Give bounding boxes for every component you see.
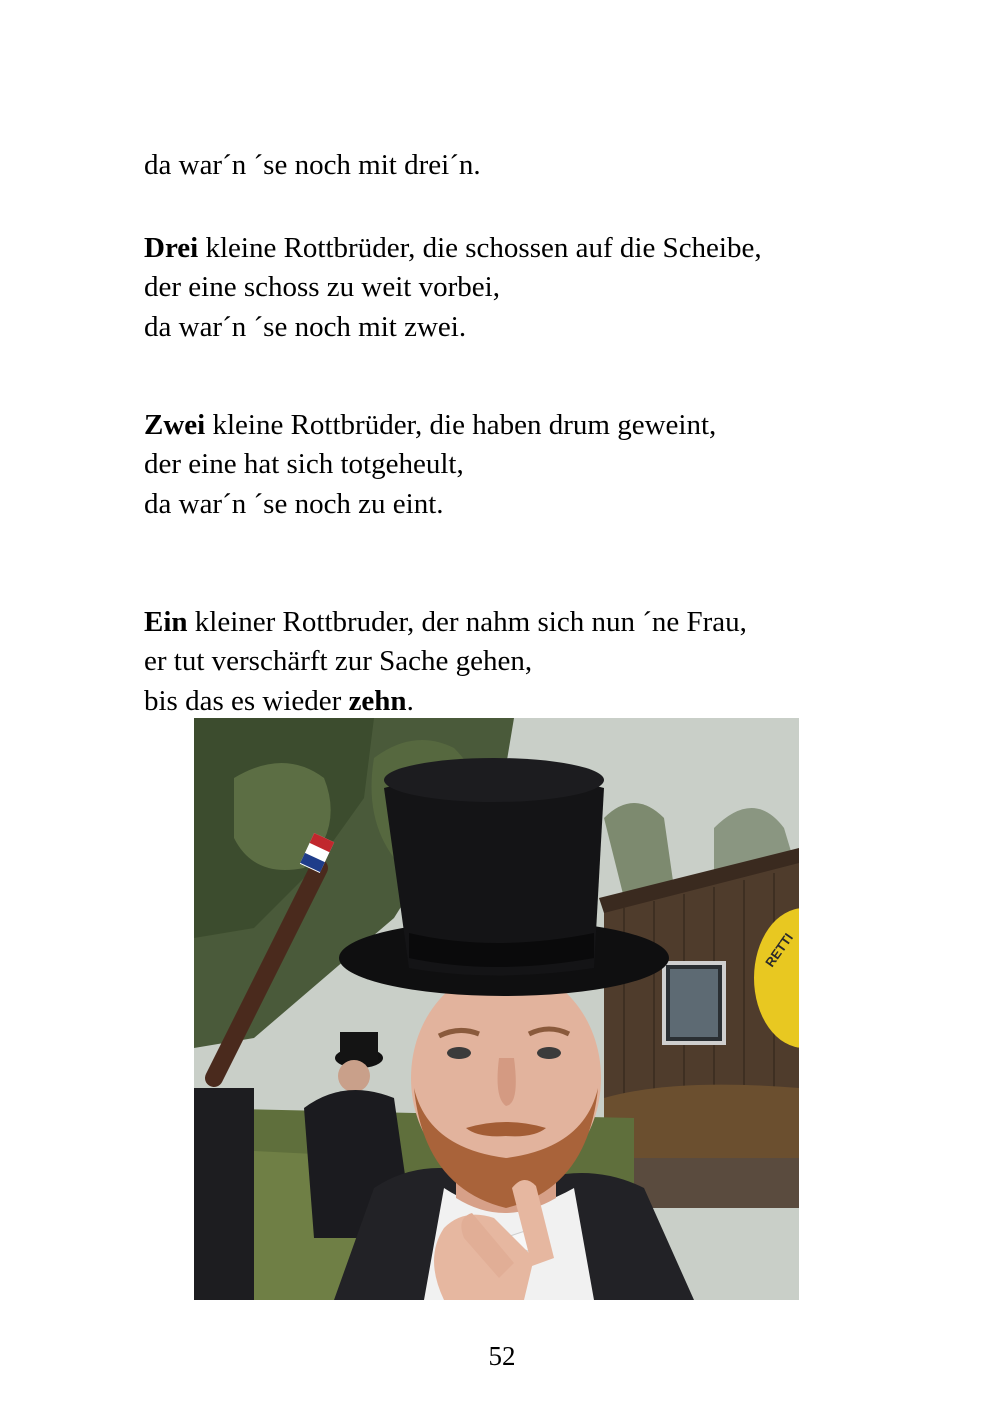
line-text: bis das es wieder — [144, 685, 349, 717]
photo-man-in-top-hat — [194, 718, 799, 1300]
line-lead-bold: Ein — [144, 606, 188, 638]
line-text: kleine Rottbrüder, die haben drum geweint, — [205, 409, 717, 441]
line-text: kleine Rottbrüder, die schossen auf die Scheibe, — [198, 232, 762, 264]
line-text: da war´n ´se noch mit zwei. — [144, 311, 467, 343]
line-tail: . — [406, 685, 414, 717]
line-text: da war´n ´se noch mit drei´n. — [144, 149, 481, 181]
page-number: 52 — [488, 1341, 516, 1371]
line-text: der eine schoss zu weit vorbei, — [144, 271, 500, 303]
banner-text: RETTI — [762, 930, 797, 970]
photo-illustration — [194, 718, 799, 1300]
line-end-bold: zehn — [348, 685, 407, 717]
line-text: er tut verschärft zur Sache gehen, — [144, 645, 533, 677]
poem-line — [115, 444, 444, 564]
line-lead-bold: Drei — [144, 232, 199, 264]
line-text: da war´n ´se noch zu eint. — [144, 488, 444, 520]
line-lead-bold: Zwei — [144, 409, 206, 441]
line-text: kleiner Rottbruder, der nahm sich nun ´ne Frau, — [187, 606, 747, 638]
line-text: der eine hat sich totgeheult, — [144, 448, 464, 480]
